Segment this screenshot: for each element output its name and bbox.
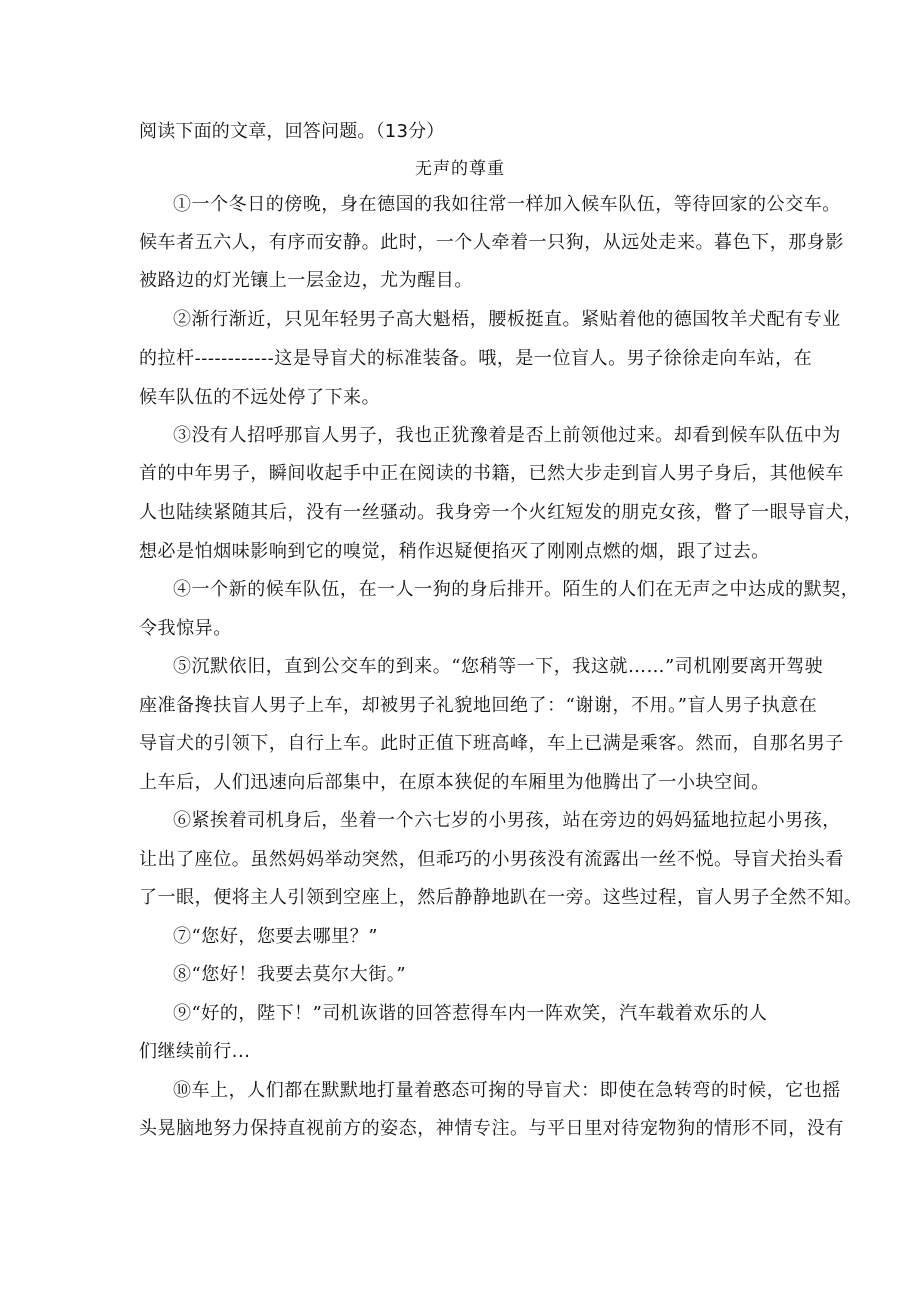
paragraph-line: 首的中年男子，瞬间收起手中正在阅读的书籍，已然大步走到盲人男子身后，其他候车: [139, 463, 844, 484]
paragraph-line: 了一眼，便将主人引领到空座上，然后静静地趴在一旁。这些过程，盲人男子全然不知。: [139, 887, 863, 908]
article-title: 无声的尊重: [415, 159, 505, 179]
paragraph-line: ⑤沉默依旧，直到公交车的到来。“您稍等一下，我这就……”司机刚要离开驾驶: [173, 656, 824, 677]
paragraph-line: 被路边的灯光镶上一层金边，尤为醒目。: [139, 270, 473, 291]
paragraph-line: 们继续前行...: [139, 1041, 251, 1062]
paragraph-line: ④一个新的候车队伍，在一人一狗的身后排开。陌生的人们在无声之中达成的默契，: [173, 579, 860, 600]
paragraph-line: 人也陆续紧随其后，没有一丝骚动。我身旁一个火红短发的朋克女孩，瞥了一眼导盲犬，: [139, 502, 863, 523]
paragraph-line: ⑧“您好！我要去莫尔大街。”: [173, 964, 407, 985]
paragraph-line: 候车队伍的不远处停了下来。: [139, 387, 381, 408]
paragraph-line: 候车者五六人，有序而安静。此时，一个人牵着一只狗，从远处走来。暮色下，那身影: [139, 232, 844, 253]
paragraph-line: ⑦“您好，您要去哪里？”: [173, 926, 379, 947]
question-instruction: 阅读下面的文章，回答问题。（13分）: [139, 121, 445, 142]
paragraph-line: 座准备搀扶盲人男子上车，却被男子礼貌地回绝了：“谢谢，不用。”盲人男子执意在: [139, 695, 818, 716]
paragraph-line: ②渐行渐近，只见年轻男子高大魁梧，腰板挺直。紧贴着他的德国牧羊犬配有专业: [173, 309, 841, 330]
paragraph-line: 令我惊异。: [139, 618, 232, 639]
paragraph-line: 头晃脑地努力保持直视前方的姿态，神情专注。与平日里对待宠物狗的情形不同，没有: [139, 1118, 844, 1139]
paragraph-line: ③没有人招呼那盲人男子，我也正犹豫着是否上前领他过来。却看到候车队伍中为: [173, 425, 841, 446]
paragraph-line: ⑥紧挨着司机身后，坐着一个六七岁的小男孩，站在旁边的妈妈猛地拉起小男孩，: [173, 810, 841, 831]
paragraph-line: 让出了座位。虽然妈妈举动突然，但乖巧的小男孩没有流露出一丝不悦。导盲犬抬头看: [139, 849, 844, 870]
paragraph-line: ⑩车上，人们都在默默地打量着憨态可掬的导盲犬：即使在急转弯的时候，它也摇: [173, 1080, 841, 1101]
paragraph-line: ⑨“好的，陛下！”司机诙谐的回答惹得车内一阵欢笑，汽车载着欢乐的人: [173, 1003, 768, 1024]
paragraph-line: 导盲犬的引领下，自行上车。此时正值下班高峰，车上已满是乘客。然而，自那名男子: [139, 733, 844, 754]
paragraph-line: 想必是怕烟味影响到它的嗅觉，稍作迟疑便掐灭了刚刚点燃的烟，跟了过去。: [139, 541, 770, 562]
paragraph-line: ①一个冬日的傍晚，身在德国的我如往常一样加入候车队伍，等待回家的公交车。: [173, 194, 841, 215]
paragraph-line: 的拉杆------------这是导盲犬的标准装备。哦，是一位盲人。男子徐徐走向车站，在: [139, 348, 813, 369]
paragraph-line: 上车后，人们迅速向后部集中，在原本狭促的车厢里为他腾出了一小块空间。: [139, 772, 770, 793]
